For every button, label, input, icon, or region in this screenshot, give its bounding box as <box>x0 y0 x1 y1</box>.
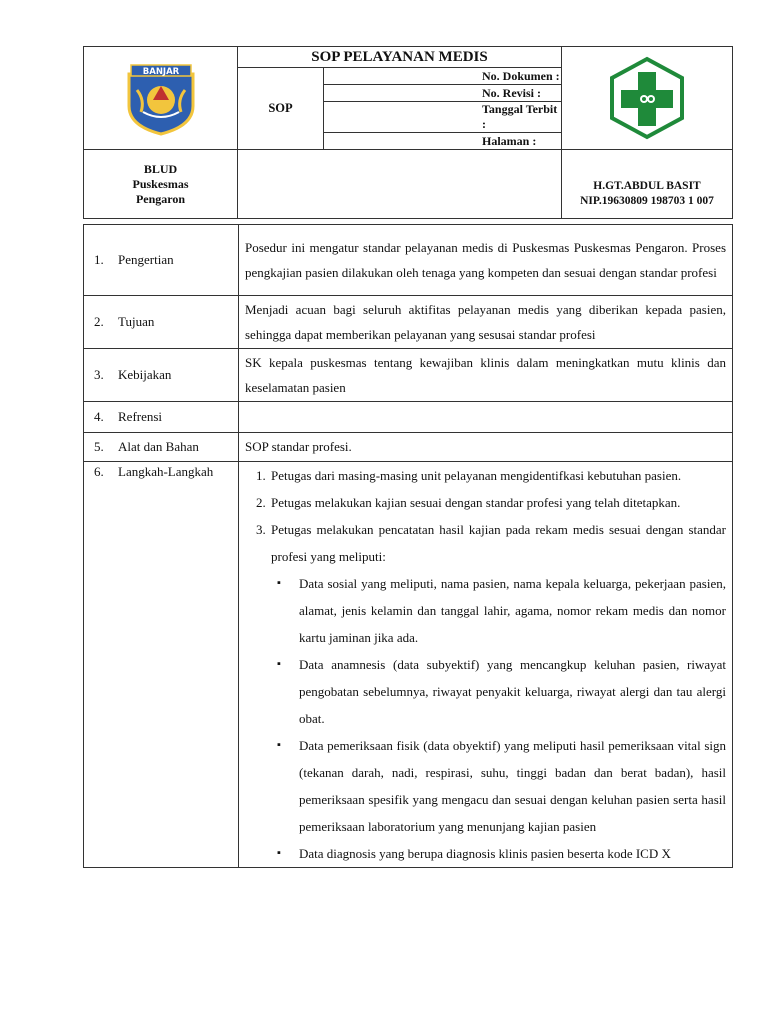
puskesmas-logo-icon <box>607 56 687 140</box>
bullet-item: ▪ Data sosial yang meliputi, nama pasien, nama kepala keluarga, pekerjaan pasien, alamat, jenis kelamin dan tanggal lahir, agama, nomor rekam medis dan nomor kartu jaminan jika ada. <box>297 570 726 651</box>
pengertian-text: Posedur ini mengatur standar pelayanan medis di Puskesmas Puskesmas Pengaron. Proses pengkajian pasien dilakukan oleh tenaga yang kompeten dan sesuai dengan standar profesi <box>239 225 733 296</box>
tujuan-text: Menjadi acuan bagi seluruh aktifitas pelayanan medis yang diberikan kepada pasien, sehingga dapat memberikan pelayanan yang sesusai standar profesi <box>239 296 733 349</box>
sop-title: SOP PELAYANAN MEDIS <box>238 47 562 68</box>
row-number: 5. <box>94 439 104 454</box>
refrensi-text <box>239 402 733 433</box>
row-number: 6. <box>94 464 104 479</box>
org-line-puskesmas: Puskesmas <box>132 176 189 191</box>
bullet-item: ▪ Data diagnosis yang berupa diagnosis klinis pasien beserta kode ICD X <box>297 840 726 867</box>
signatory <box>562 150 733 219</box>
row-label-text: Pengertian <box>118 252 174 267</box>
empty-cell <box>238 150 562 219</box>
alat-bahan-text: SOP standar profesi. <box>239 433 733 462</box>
banjar-emblem-icon <box>123 60 199 136</box>
halaman: Halaman : <box>324 133 562 150</box>
table-row <box>84 402 733 433</box>
bullet-item: ▪ Data anamnesis (data subyektif) yang mencangkup keluhan pasien, riwayat pengobatan sebelumnya, riwayat penyakit keluarga, riwayat alergi dan tau alergi obat. <box>297 651 726 732</box>
row-number: 4. <box>94 409 104 424</box>
row-label <box>84 433 239 462</box>
row-label-text: Tujuan <box>118 314 155 329</box>
step-item: 1. Petugas dari masing-masing unit pelayanan mengidentifkasi kebutuhan pasien. <box>269 462 726 489</box>
org-line-pengaron: Pengaron <box>135 191 186 206</box>
row-number: 1. <box>94 252 104 267</box>
table-row <box>84 433 733 462</box>
step-item <box>269 516 726 867</box>
kebijakan-text: SK kepala puskesmas tentang kewajiban klinis dalam meningkatkan mutu klinis dan keselamatan pasien <box>239 349 733 402</box>
row-label-text: Alat dan Bahan <box>118 439 199 454</box>
table-row <box>84 225 733 296</box>
puskesmas-logo-cell <box>562 47 733 150</box>
row-label <box>84 296 239 349</box>
no-revisi: No. Revisi : <box>324 85 562 102</box>
no-dokumen: No. Dokumen : <box>324 68 562 85</box>
row-number: 2. <box>94 314 104 329</box>
signer-nip: NIP.19630809 198703 1 007 <box>580 195 714 207</box>
step-text: Petugas melakukan pencatatan hasil kajian pada rekam medis sesuai dengan standar profesi yang meliputi: <box>271 522 726 564</box>
step-item: 2. Petugas melakukan kajian sesuai dengan standar profesi yang telah ditetapkan. <box>269 489 726 516</box>
bullet-item: ▪ Data pemeriksaan fisik (data obyektif) yang meliputi hasil pemeriksaan vital sign (tekanan darah, nadi, respirasi, suhu, tinggi badan dan berat badan), hasil pemeriksaan spesifik yang mengacu dan sesuai dengan keluhan pasien serta hasil pemeriksaan laboratorium yang menunjang kajian pasien <box>297 732 726 840</box>
row-label <box>84 225 239 296</box>
sop-label: SOP <box>238 68 324 150</box>
data-bullet-list <box>271 570 726 867</box>
tanggal-terbit: Tanggal Terbit : <box>324 102 562 133</box>
row-label-text: Langkah-Langkah <box>118 464 214 479</box>
row-label <box>84 402 239 433</box>
banjar-text: BANJAR <box>142 67 179 77</box>
org-line-blud: BLUD <box>143 161 178 176</box>
row-label-text: Refrensi <box>118 409 163 424</box>
signer-name: H.GT.ABDUL BASIT <box>593 180 701 192</box>
banjar-logo-cell <box>84 47 238 150</box>
table-row <box>84 462 733 868</box>
row-label <box>84 462 239 868</box>
row-label-text: Kebijakan <box>118 367 172 382</box>
langkah-langkah <box>239 462 733 868</box>
row-label <box>84 349 239 402</box>
sop-content-table <box>83 224 733 868</box>
organization-name <box>84 150 238 219</box>
steps-list <box>245 462 726 867</box>
sop-header-table <box>83 46 733 219</box>
row-number: 3. <box>94 367 104 382</box>
table-row <box>84 296 733 349</box>
table-row <box>84 349 733 402</box>
